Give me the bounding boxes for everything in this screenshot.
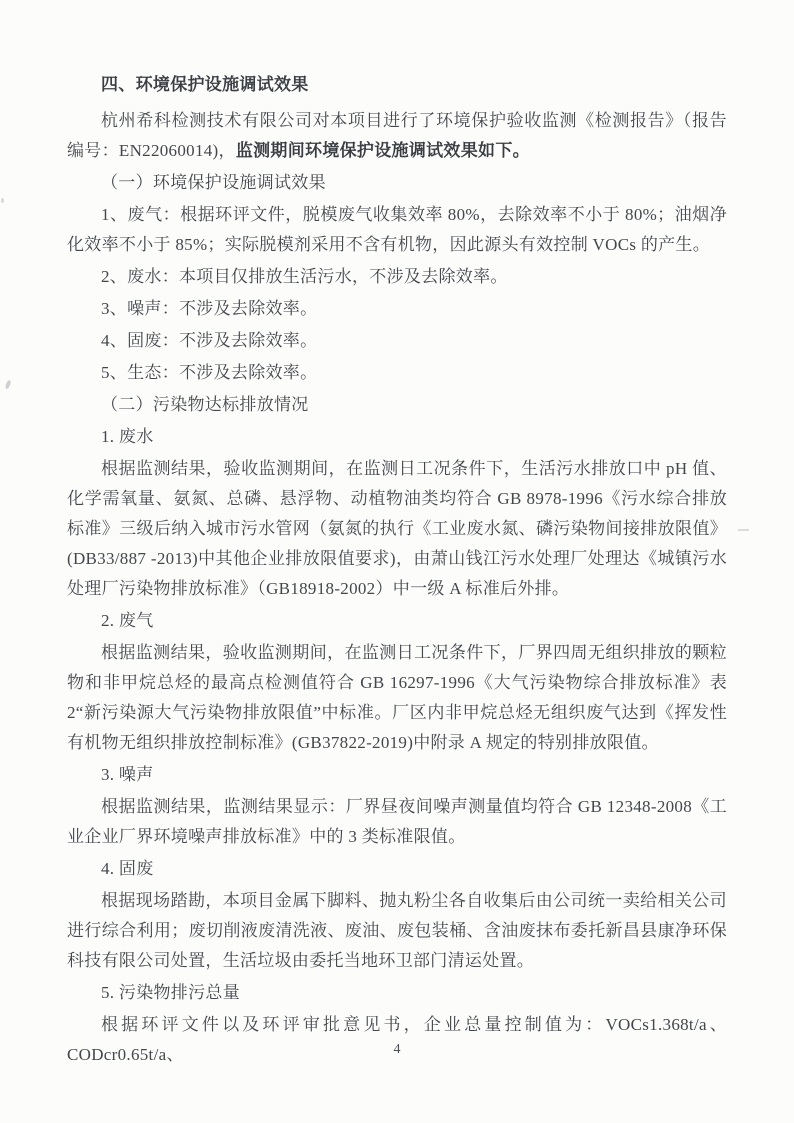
- entry-body-noise: 根据监测结果，监测结果显示：厂界昼夜间噪声测量值均符合 GB 12348-2008《工业企业厂界环境噪声排放标准》中的 3 类标准限值。: [67, 797, 727, 846]
- scan-artifact: [1, 198, 4, 203]
- intro-text-emphasis: 监测期间环境保护设施调试效果如下。: [235, 141, 530, 160]
- entry-label-waste-water: 1. 废水: [101, 427, 154, 446]
- intro-paragraph: [67, 106, 727, 166]
- entry-body-pollutant-total: 根据环评文件以及环评审批意见书，企业总量控制值为：VOCs1.368t/a、CODcr0.65t/a、: [67, 1015, 727, 1064]
- subsection-1-heading: （一）环境保护设施调试效果: [101, 173, 326, 192]
- entry-label-waste-gas: 2. 废气: [101, 611, 154, 630]
- scan-artifact: [5, 380, 12, 390]
- scan-artifact: [738, 529, 749, 531]
- entry-label-noise: 3. 噪声: [101, 765, 154, 784]
- intro-text: 杭州希科检测技术有限公司对本项目进行了环境保护验收监测《检测报告》（报告编号：EN22060014)，: [67, 111, 727, 160]
- facility-item-waste-gas: 1、废气：根据环评文件，脱模废气收集效率 80%，去除效率不小于 80%；油烟净化效率不小于 85%；实际脱模剂采用不含有机物，因此源头有效控制 VOCs 的产生。: [67, 205, 727, 254]
- entry-body-waste-gas: 根据监测结果，验收监测期间，在监测日工况条件下，厂界四周无组织排放的颗粒物和非甲烷总烃的最高点检测值符合 GB 16297-1996《大气污染物综合排放标准》表 2“新污染源大气污染物排放限值”中标准。厂区内非甲烷总烃无组织废气达到《挥发性有机物无组织排放控制标准》(GB37822-2019)中附录 A 规定的特别排放限值。: [67, 643, 727, 752]
- entry-label-solid-waste: 4. 固废: [101, 859, 154, 878]
- facility-item-solid-waste: 4、固废：不涉及去除效率。: [101, 331, 318, 350]
- facility-item-waste-water: 2、废水：本项目仅排放生活污水，不涉及去除效率。: [101, 267, 508, 286]
- section-heading: 四、环境保护设施调试效果: [101, 75, 309, 94]
- page-number: 4: [393, 1042, 401, 1057]
- entry-body-solid-waste: 根据现场踏勘，本项目金属下脚料、抛丸粉尘各自收集后由公司统一卖给相关公司进行综合利用；废切削液废清洗液、废油、废包装桶、含油废抹布委托新昌县康净环保科技有限公司处置，生活垃圾由委托当地环卫部门清运处置。: [67, 891, 727, 970]
- facility-item-noise: 3、噪声：不涉及去除效率。: [101, 299, 318, 318]
- page-content: [67, 70, 727, 1072]
- facility-item-ecology: 5、生态：不涉及去除效率。: [101, 363, 318, 382]
- entry-label-pollutant-total: 5. 污染物排污总量: [101, 983, 240, 1002]
- subsection-2-heading: （二）污染物达标排放情况: [101, 395, 309, 414]
- entry-body-waste-water: 根据监测结果，验收监测期间，在监测日工况条件下，生活污水排放口中 pH 值、化学需氧量、氨氮、总磷、悬浮物、动植物油类均符合 GB 8978-1996《污水综合排放标准》三级后纳入城市污水管网（氨氮的执行《工业废水氮、磷污染物间接排放限值》(DB33/887 -2013)中其他企业排放限值要求)，由萧山钱江污水处理厂处理达《城镇污水处理厂污染物排放标准》（GB18918-2002）中一级 A 标准后外排。: [67, 459, 727, 598]
